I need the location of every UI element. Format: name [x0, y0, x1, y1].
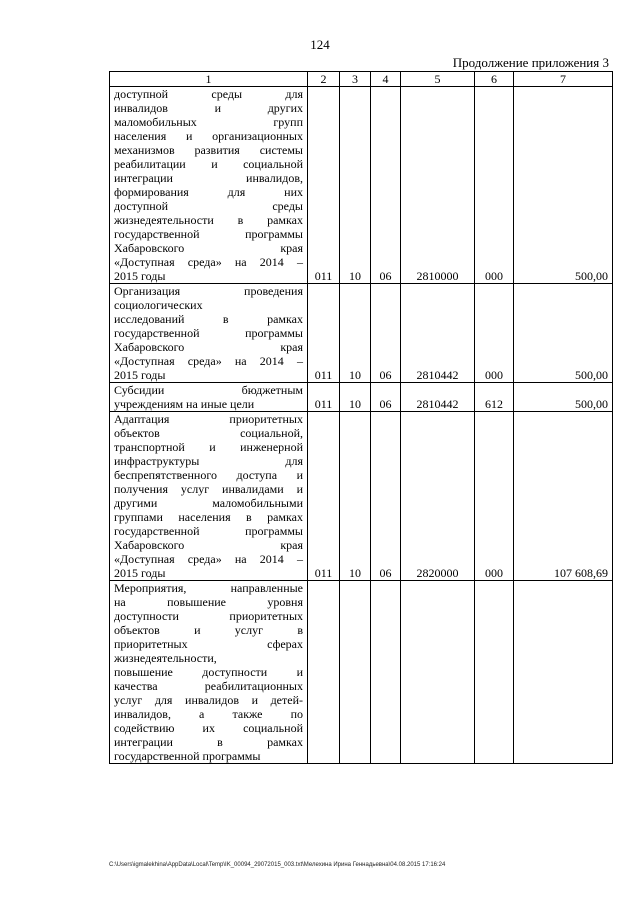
description-line: «Доступная среда» на 2014 –	[114, 552, 303, 566]
row-description	[110, 87, 308, 284]
description-line: интеграции инвалидов,	[114, 171, 303, 185]
table-row	[110, 383, 613, 412]
description-line: государственной программы	[114, 326, 303, 340]
section-code-cell	[340, 581, 371, 764]
description-line: Хабаровского края	[114, 340, 303, 354]
description-line: инвалидов и других	[114, 101, 303, 115]
description-line: государственной программы	[114, 524, 303, 538]
description-line: Субсидии бюджетным	[114, 383, 303, 397]
target-article-cell: 2810000	[401, 87, 475, 284]
target-article-cell: 2810442	[401, 383, 475, 412]
row-description	[110, 284, 308, 383]
description-line: объектов и услуг в	[114, 623, 303, 637]
row-description	[110, 581, 308, 764]
row-description	[110, 383, 308, 412]
table-row	[110, 412, 613, 581]
description-line: «Доступная среда» на 2014 –	[114, 354, 303, 368]
col-header-1: 1	[110, 72, 308, 87]
continuation-label: Продолжение приложения 3	[452, 55, 609, 70]
admin-code-cell: 011	[308, 87, 340, 284]
description-line: Мероприятия, направленные	[114, 581, 303, 595]
target-article-cell: 2810442	[401, 284, 475, 383]
subsection-code-cell: 06	[371, 87, 401, 284]
col-header-6: 6	[475, 72, 514, 87]
admin-code-cell: 011	[308, 383, 340, 412]
description-line: государственной программы	[114, 227, 303, 241]
col-header-4: 4	[371, 72, 401, 87]
description-line: государственной программы	[114, 749, 261, 763]
table-row	[110, 87, 613, 284]
description-line: объектов социальной,	[114, 426, 303, 440]
expense-type-cell	[475, 581, 514, 764]
description-line: приоритетных сферах	[114, 637, 303, 651]
amount-cell: 500,00	[514, 284, 613, 383]
description-line: маломобильных групп	[114, 115, 303, 129]
table-row	[110, 581, 613, 764]
description-line: механизмов развития системы	[114, 143, 303, 157]
description-line: инвалидов, а также по	[114, 707, 303, 721]
description-line: группами населения в рамках	[114, 510, 303, 524]
description-line: 2015 годы	[114, 566, 166, 580]
description-line: жизнедеятельности,	[114, 651, 217, 665]
admin-code-cell	[308, 581, 340, 764]
target-article-cell: 2820000	[401, 412, 475, 581]
col-header-3: 3	[340, 72, 371, 87]
table-body	[110, 87, 613, 764]
description-line: повышение доступности и	[114, 665, 303, 679]
description-line: 2015 годы	[114, 269, 166, 283]
description-line: Хабаровского края	[114, 538, 303, 552]
description-line: получения услуг инвалидами и	[114, 482, 303, 496]
amount-cell: 107 608,69	[514, 412, 613, 581]
description-line: беспрепятственного доступа и	[114, 468, 303, 482]
amount-cell	[514, 581, 613, 764]
description-line: социологических	[114, 298, 203, 312]
subsection-code-cell: 06	[371, 284, 401, 383]
col-header-2: 2	[308, 72, 340, 87]
header-row	[110, 72, 613, 87]
description-line: транспортной и инженерной	[114, 440, 303, 454]
description-line: доступной среды	[114, 199, 303, 213]
subsection-code-cell: 06	[371, 383, 401, 412]
description-line: «Доступная среда» на 2014 –	[114, 255, 303, 269]
expense-type-cell: 000	[475, 412, 514, 581]
section-code-cell: 10	[340, 87, 371, 284]
table-row	[110, 284, 613, 383]
section-code-cell: 10	[340, 412, 371, 581]
col-header-5: 5	[401, 72, 475, 87]
description-line: качества реабилитационных	[114, 679, 303, 693]
description-line: Организация проведения	[114, 284, 303, 298]
target-article-cell	[401, 581, 475, 764]
section-code-cell: 10	[340, 284, 371, 383]
col-header-7: 7	[514, 72, 613, 87]
description-line: Адаптация приоритетных	[114, 412, 303, 426]
description-line: 2015 годы	[114, 368, 166, 382]
row-description	[110, 412, 308, 581]
description-line: на повышение уровня	[114, 595, 303, 609]
description-line: доступности приоритетных	[114, 609, 303, 623]
admin-code-cell: 011	[308, 284, 340, 383]
expense-type-cell: 000	[475, 87, 514, 284]
description-line: реабилитации и социальной	[114, 157, 303, 171]
section-code-cell: 10	[340, 383, 371, 412]
expense-type-cell: 000	[475, 284, 514, 383]
description-line: другими маломобильными	[114, 496, 303, 510]
page-number: 124	[310, 37, 330, 52]
description-line: доступной среды для	[114, 87, 303, 101]
description-line: интеграции в рамках	[114, 735, 303, 749]
subsection-code-cell	[371, 581, 401, 764]
description-line: формирования для них	[114, 185, 303, 199]
amount-cell: 500,00	[514, 87, 613, 284]
description-line: услуг для инвалидов и детей-	[114, 693, 303, 707]
budget-table	[109, 71, 613, 764]
description-line: содействию их социальной	[114, 721, 303, 735]
description-line: населения и организационных	[114, 129, 303, 143]
admin-code-cell: 011	[308, 412, 340, 581]
footer-file-path: C:\Users\igmalekhina\AppData\Local\Temp\IK_00094_29072015_003.txt\Мелехина Ирина Геннадьевна\04.08.2015 17:16:24	[109, 862, 446, 868]
description-line: инфраструктуры для	[114, 454, 303, 468]
expense-type-cell: 612	[475, 383, 514, 412]
subsection-code-cell: 06	[371, 412, 401, 581]
amount-cell: 500,00	[514, 383, 613, 412]
description-line: Хабаровского края	[114, 241, 303, 255]
description-line: жизнедеятельности в рамках	[114, 213, 303, 227]
description-line: исследований в рамках	[114, 312, 303, 326]
description-line: учреждениям на иные цели	[114, 397, 255, 411]
